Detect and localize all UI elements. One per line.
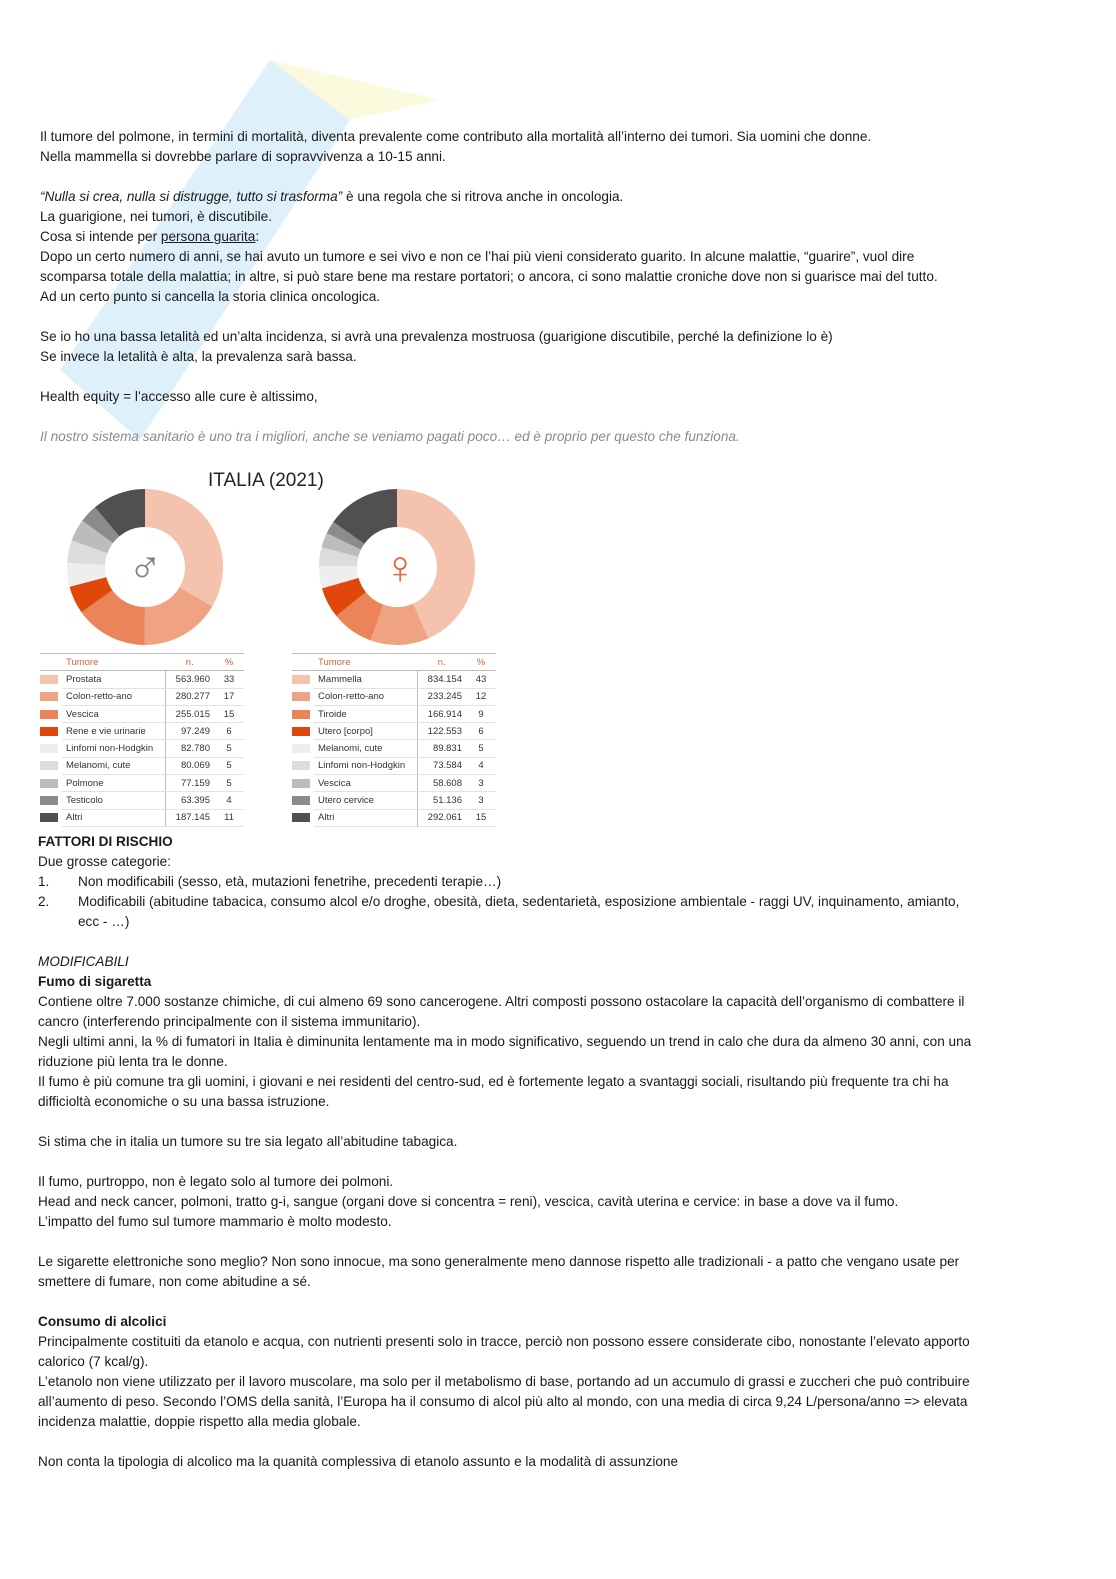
text-span: La guarigione, nei tumori, è discutibile. — [40, 209, 272, 224]
legend-pct: 5 — [214, 740, 244, 757]
legend-pct: 5 — [466, 740, 496, 757]
text-span: Il tumore del polmone, in termini di mortalità, diventa prevalente come contributo alla mortalità all’interno dei tumori. Sia uomini che donne. — [40, 129, 872, 144]
legend-label: Altri — [314, 809, 418, 826]
legend-swatch — [292, 671, 314, 688]
text-span: Il fumo è più comune tra gli uomini, i giovani e nei residenti del centro-sud, ed è fortemente legato a svantaggi sociali, risultando più frequente tra chi ha — [38, 1074, 949, 1089]
legend-row — [292, 740, 496, 757]
text-span: ecc - …) — [78, 914, 130, 929]
text-line — [40, 127, 1090, 147]
legend-swatch — [40, 757, 62, 774]
text-span: Se invece la letalità è alta, la prevalenza sarà bassa. — [40, 349, 357, 364]
legend-n: 187.145 — [166, 809, 215, 826]
legend-n: 89.831 — [418, 740, 467, 757]
text-span: Non conta la tipologia di alcolico ma la quanità complessiva di etanolo assunto e la modalità di assunzione — [38, 1454, 679, 1469]
legend-n: 166.914 — [418, 705, 467, 722]
legend-n: 51.136 — [418, 792, 467, 809]
legend-table-female — [292, 653, 496, 827]
swatch-color — [292, 761, 310, 770]
text-span: incidenza malattie, doppie rispetto alla media globale. — [38, 1414, 361, 1429]
legend-pct: 5 — [214, 757, 244, 774]
text-span: Health equity = l’accesso alle cure è altissimo, — [40, 389, 318, 404]
legend-header: % — [466, 654, 496, 671]
text-line — [38, 992, 1088, 1012]
legend-n: 63.395 — [166, 792, 215, 809]
list-item-text — [78, 872, 501, 892]
legend-row — [40, 723, 244, 740]
text-line — [38, 1212, 1088, 1232]
text-line — [38, 912, 1088, 932]
text-span: “Nulla si crea, nulla si distrugge, tutto si trasforma” — [40, 189, 343, 204]
text-line — [40, 287, 1090, 307]
legend-label: Rene e vie urinarie — [62, 723, 166, 740]
legend-header: Tumore — [314, 654, 418, 671]
legend-n: 73.584 — [418, 757, 467, 774]
swatch-color — [40, 813, 58, 822]
text-span: L’etanolo non viene utilizzato per il lavoro muscolare, ma solo per il metabolismo di base, portando ad un accumulo di grassi e zuccheri che può contribuire — [38, 1374, 970, 1389]
heading: Consumo di alcolici — [38, 1314, 167, 1329]
text-line — [38, 1192, 1088, 1212]
legend-label: Utero cervice — [314, 792, 418, 809]
legend-label: Polmone — [62, 775, 166, 792]
legend-swatch — [40, 740, 62, 757]
text-line — [40, 147, 1090, 167]
blank-line — [40, 367, 1090, 387]
blank-line — [38, 1112, 1088, 1132]
blank-line — [38, 1292, 1088, 1312]
legend-pct: 15 — [466, 809, 496, 826]
text-line — [40, 267, 1090, 287]
text-line — [40, 427, 1090, 447]
legend-swatch — [292, 723, 314, 740]
text-line — [38, 1412, 1088, 1432]
legend-n: 255.015 — [166, 705, 215, 722]
legend-label: Prostata — [62, 671, 166, 688]
swatch-color — [40, 796, 58, 805]
swatch-color — [40, 779, 58, 788]
legend-row — [40, 757, 244, 774]
text-line — [38, 1092, 1088, 1112]
text-line — [38, 972, 1088, 992]
text-span: all’aumento di peso. Secondo l’OMS della sanità, l’Europa ha il consumo di alcol più alto al mondo, con una media di circa 9,24 L/persona/anno => elevata — [38, 1394, 968, 1409]
legend-label: Colon-retto-ano — [314, 688, 418, 705]
legend-swatch — [40, 809, 62, 826]
text-span: calorico (7 kcal/g). — [38, 1354, 149, 1369]
blank-line — [38, 1232, 1088, 1252]
text-span: L’impatto del fumo sul tumore mammario è molto modesto. — [38, 1214, 392, 1229]
text-span: : — [255, 229, 260, 244]
text-line — [38, 952, 1088, 972]
legend-header-row — [292, 654, 496, 671]
text-line — [38, 1312, 1088, 1332]
swatch-color — [292, 692, 310, 701]
text-span: Il nostro sistema sanitario è uno tra i migliori, anche se veniamo pagati poco… ed è proprio per questo che funziona. — [40, 429, 740, 444]
text-line — [40, 187, 1090, 207]
legend-pct: 17 — [214, 688, 244, 705]
swatch-color — [292, 796, 310, 805]
legend-n: 82.780 — [166, 740, 215, 757]
list-item — [38, 892, 1088, 912]
text-line — [38, 1052, 1088, 1072]
list-number: 1. — [38, 874, 50, 889]
legend-pct: 4 — [466, 757, 496, 774]
heading: FATTORI DI RISCHIO — [38, 834, 173, 849]
legend-row — [40, 809, 244, 826]
legend-swatch — [40, 792, 62, 809]
text-line — [40, 347, 1090, 367]
text-span: Si stima che in italia un tumore su tre sia legato all’abitudine tabagica. — [38, 1134, 458, 1149]
legend-header: n. — [418, 654, 467, 671]
swatch-color — [292, 813, 310, 822]
swatch-color — [292, 744, 310, 753]
swatch-color — [292, 779, 310, 788]
text-span: MODIFICABILI — [38, 954, 129, 969]
text-line — [38, 1252, 1088, 1272]
legend-swatch — [40, 723, 62, 740]
legend-pct: 6 — [214, 723, 244, 740]
intro-text — [40, 127, 1090, 447]
swatch-color — [40, 710, 58, 719]
text-span: Contiene oltre 7.000 sostanze chimiche, di cui almeno 69 sono cancerogene. Altri composti possono ostacolare la capacità dell’organismo di combattere il — [38, 994, 965, 1009]
list-item-text — [78, 892, 959, 912]
legend-pct: 3 — [466, 775, 496, 792]
italia-2021-donut-charts — [35, 460, 505, 825]
legend-header: Tumore — [62, 654, 166, 671]
text-span: persona guarita — [160, 229, 256, 244]
text-span: riduzione più lenta tra le donne. — [38, 1054, 228, 1069]
legend-label: Linfomi non-Hodgkin — [314, 757, 418, 774]
legend-pct: 11 — [214, 809, 244, 826]
text-line — [40, 387, 1090, 407]
legend-label: Linfomi non-Hodgkin — [62, 740, 166, 757]
text-span: Ad un certo punto si cancella la storia clinica oncologica. — [40, 289, 381, 304]
text-line — [38, 1372, 1088, 1392]
legend-n: 80.069 — [166, 757, 215, 774]
legend-n: 77.159 — [166, 775, 215, 792]
blank-line — [38, 1432, 1088, 1452]
text-span: Principalmente costituiti da etanolo e acqua, con nutrienti presenti solo in tracce, perciò non possono essere considerate cibo, nonostante l’elevato apporto — [38, 1334, 970, 1349]
legend-label: Melanomi, cute — [62, 757, 166, 774]
legend-n: 563.960 — [166, 671, 215, 688]
text-line — [38, 1272, 1088, 1292]
text-span: Due grosse categorie: — [38, 854, 171, 869]
text-span: Se io ho una bassa letalità ed un’alta incidenza, si avrà una prevalenza mostruosa (guarigione discutibile, perché la definizione lo è) — [40, 329, 833, 344]
legend-row — [292, 723, 496, 740]
text-line — [40, 247, 1090, 267]
text-span: Non modificabili (sesso, età, mutazioni fenetrihe, precedenti terapie…) — [78, 874, 502, 889]
female-symbol-icon: ♀ — [383, 541, 418, 593]
legend-n: 292.061 — [418, 809, 467, 826]
legend-swatch-header — [40, 654, 62, 671]
legend-swatch — [292, 809, 314, 826]
list-number: 2. — [38, 894, 50, 909]
legend-swatch — [40, 688, 62, 705]
legend-swatch — [40, 705, 62, 722]
legend-label: Vescica — [62, 705, 166, 722]
legend-table-male — [40, 653, 244, 827]
legend-label: Colon-retto-ano — [62, 688, 166, 705]
legend-label: Altri — [62, 809, 166, 826]
legend-pct: 3 — [466, 792, 496, 809]
legend-n: 834.154 — [418, 671, 467, 688]
legend-header: n. — [166, 654, 215, 671]
text-span: scomparsa totale della malattia; in altre, si può stare bene ma restare portatori; o ancora, ci sono malattie croniche dove non si guarisce mai del tutto. — [40, 269, 938, 284]
legend-row — [292, 775, 496, 792]
risk-factors-text — [38, 832, 1088, 1472]
heading: Fumo di sigaretta — [38, 974, 152, 989]
legend-n: 58.608 — [418, 775, 467, 792]
legend-pct: 5 — [214, 775, 244, 792]
text-line — [38, 852, 1088, 872]
swatch-color — [40, 744, 58, 753]
legend-row — [40, 775, 244, 792]
text-line — [40, 207, 1090, 227]
legend-pct: 15 — [214, 705, 244, 722]
swatch-color — [292, 710, 310, 719]
text-span: è una regola che si ritrova anche in oncologia. — [342, 189, 624, 204]
legend-swatch — [292, 792, 314, 809]
legend-n: 280.277 — [166, 688, 215, 705]
legend-pct: 4 — [214, 792, 244, 809]
legend-row — [40, 740, 244, 757]
text-span: Nella mammella si dovrebbe parlare di sopravvivenza a 10-15 anni. — [40, 149, 446, 164]
legend-n: 122.553 — [418, 723, 467, 740]
text-line — [38, 1452, 1088, 1472]
legend-pct: 9 — [466, 705, 496, 722]
text-span: Negli ultimi anni, la % di fumatori in Italia è diminunita lentamente ma in modo significativo, seguendo un trend in calo che dura da almeno 30 anni, con una — [38, 1034, 972, 1049]
legend-pct: 33 — [214, 671, 244, 688]
text-line — [40, 227, 1090, 247]
legend-swatch — [292, 757, 314, 774]
legend-n: 233.245 — [418, 688, 467, 705]
text-line — [38, 1352, 1088, 1372]
legend-swatch — [40, 671, 62, 688]
text-span: Cosa si intende per — [40, 229, 161, 244]
text-span: Dopo un certo numero di anni, se hai avuto un tumore e sei vivo e non ce l’hai più vieni considerato guarito. In alcune malattie, “guarire”, vuol dire — [40, 249, 915, 264]
legend-label: Utero [corpo] — [314, 723, 418, 740]
text-span: Le sigarette elettroniche sono meglio? Non sono innocue, ma sono generalmente meno dannose rispetto alle tradizionali - a patto che vengano usate per — [38, 1254, 960, 1269]
legend-swatch — [292, 740, 314, 757]
legend-row — [292, 671, 496, 688]
chart-title: ITALIA (2021) — [208, 470, 324, 491]
swatch-color — [292, 727, 310, 736]
list-item — [38, 872, 1088, 892]
legend-pct: 6 — [466, 723, 496, 740]
legend-row — [40, 671, 244, 688]
text-line — [38, 1392, 1088, 1412]
legend-row — [292, 757, 496, 774]
legend-row — [292, 792, 496, 809]
text-line — [38, 1032, 1088, 1052]
legend-row — [40, 688, 244, 705]
legend-row — [40, 705, 244, 722]
legend-header: % — [214, 654, 244, 671]
legend-header-row — [40, 654, 244, 671]
text-line — [38, 1012, 1088, 1032]
text-line — [40, 327, 1090, 347]
swatch-color — [40, 675, 58, 684]
legend-swatch — [40, 775, 62, 792]
blank-line — [40, 407, 1090, 427]
text-span: difficioltà economiche o su una bassa istruzione. — [38, 1094, 330, 1109]
text-line — [38, 1332, 1088, 1352]
text-span: smettere di fumare, non come abitudine a sé. — [38, 1274, 311, 1289]
text-line — [38, 1072, 1088, 1092]
legend-label: Testicolo — [62, 792, 166, 809]
legend-swatch — [292, 775, 314, 792]
legend-label: Vescica — [314, 775, 418, 792]
legend-swatch — [292, 688, 314, 705]
blank-line — [40, 307, 1090, 327]
legend-label: Tiroide — [314, 705, 418, 722]
text-span: cancro (interferendo principalmente con il sistema immunitario). — [38, 1014, 421, 1029]
legend-label: Melanomi, cute — [314, 740, 418, 757]
text-span: Head and neck cancer, polmoni, tratto g-i, sangue (organi dove si concentra = reni), vescica, cavità uterina e cervice: in base a dove va il fumo. — [38, 1194, 899, 1209]
legend-row — [292, 809, 496, 826]
legend-n: 97.249 — [166, 723, 215, 740]
blank-line — [40, 167, 1090, 187]
legend-row — [292, 705, 496, 722]
swatch-color — [292, 675, 310, 684]
text-line — [38, 1132, 1088, 1152]
legend-row — [40, 792, 244, 809]
swatch-color — [40, 727, 58, 736]
legend-label: Mammella — [314, 671, 418, 688]
legend-pct: 12 — [466, 688, 496, 705]
legend-pct: 43 — [466, 671, 496, 688]
text-line — [38, 1172, 1088, 1192]
legend-swatch — [292, 705, 314, 722]
blank-line — [38, 1152, 1088, 1172]
legend-swatch-header — [292, 654, 314, 671]
male-symbol-icon: ♂ — [128, 541, 163, 593]
legend-row — [292, 688, 496, 705]
text-span: Modificabili (abitudine tabacica, consumo alcol e/o droghe, obesità, dieta, sedentarietà, esposizione ambientale - raggi UV, inquinamento, amianto, — [78, 894, 960, 909]
swatch-color — [40, 761, 58, 770]
text-line — [38, 832, 1088, 852]
swatch-color — [40, 692, 58, 701]
text-span: Il fumo, purtroppo, non è legato solo al tumore dei polmoni. — [38, 1174, 394, 1189]
blank-line — [38, 932, 1088, 952]
